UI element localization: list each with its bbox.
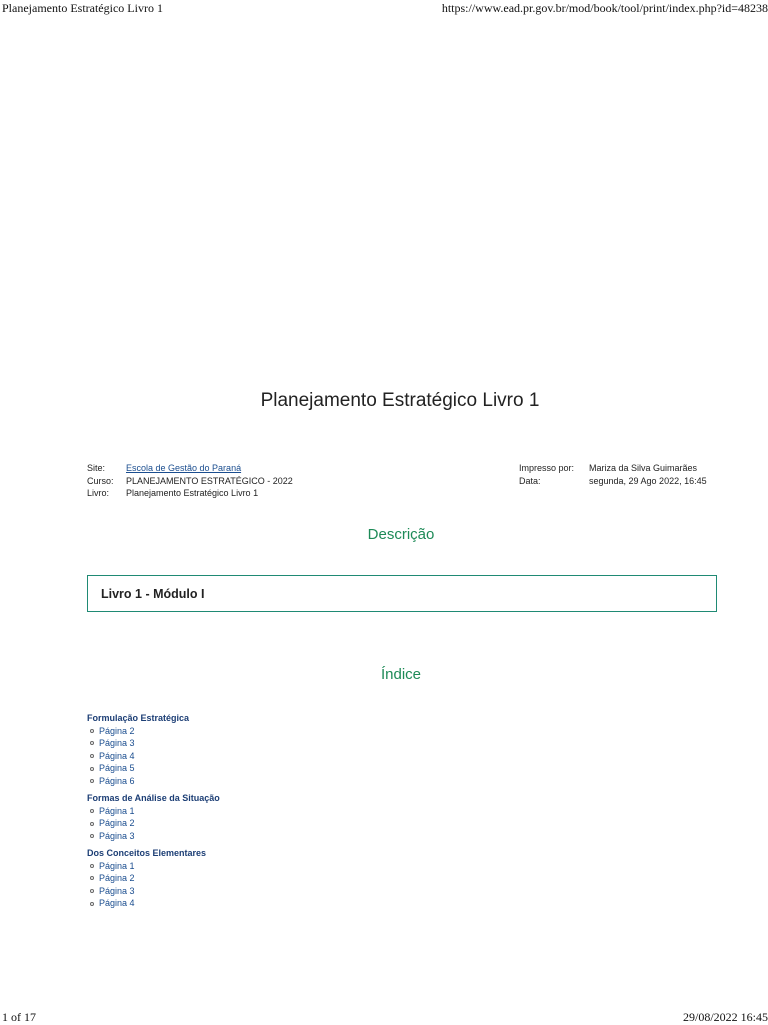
printed-by-value: Mariza da Silva Guimarães xyxy=(589,463,698,473)
toc-page-link[interactable] xyxy=(90,817,220,830)
circle-bullet-icon xyxy=(90,876,94,880)
description-heading: Descrição xyxy=(367,526,435,543)
circle-bullet-icon xyxy=(90,779,94,783)
toc-page-link[interactable] xyxy=(90,750,220,763)
toc-page-link[interactable] xyxy=(90,885,220,898)
site-label: Site: xyxy=(87,463,106,473)
date-label: Data: xyxy=(519,475,541,486)
toc-page-label: Página 3 xyxy=(99,830,135,841)
toc-chapter-formulacao-estrategica[interactable]: Formulação Estratégica xyxy=(87,713,190,723)
circle-bullet-icon xyxy=(90,767,94,771)
description-box xyxy=(87,575,717,612)
toc-page-label: Página 3 xyxy=(99,738,135,749)
course-value: PLANEJAMENTO ESTRATÉGICO - 2022 xyxy=(126,475,293,486)
description-text: Livro 1 - Módulo I xyxy=(101,587,205,601)
circle-bullet-icon xyxy=(90,834,94,838)
toc-page-link[interactable] xyxy=(90,762,220,775)
book-title: Planejamento Estratégico Livro 1 xyxy=(260,390,540,411)
toc-page-label: Página 4 xyxy=(99,750,135,761)
book-row xyxy=(87,487,293,500)
toc-page-link[interactable] xyxy=(90,872,220,885)
page-count: 1 of 17 xyxy=(2,1010,36,1024)
toc-page-label: Página 3 xyxy=(99,885,135,896)
toc-page-label: Página 2 xyxy=(99,725,135,736)
site-row xyxy=(87,462,293,475)
print-header xyxy=(0,0,768,16)
toc-chapter-pages xyxy=(87,860,220,910)
circle-bullet-icon xyxy=(90,729,94,733)
printed-by-row xyxy=(519,462,707,475)
circle-bullet-icon xyxy=(90,809,94,813)
toc-page-link[interactable] xyxy=(90,737,220,750)
course-label: Curso: xyxy=(87,475,114,486)
site-link[interactable]: Escola de Gestão do Paraná xyxy=(126,463,242,473)
circle-bullet-icon xyxy=(90,754,94,758)
toc-page-link[interactable] xyxy=(90,897,220,910)
toc-page-link[interactable] xyxy=(90,725,220,738)
circle-bullet-icon xyxy=(90,889,94,893)
index-heading: Índice xyxy=(380,666,422,683)
toc-page-label: Página 4 xyxy=(99,898,135,909)
book-info-right xyxy=(519,462,707,487)
book-info-left xyxy=(87,462,293,500)
book-value: Planejamento Estratégico Livro 1 xyxy=(126,488,259,498)
toc-page-label: Página 2 xyxy=(99,873,135,884)
toc-page-label: Página 1 xyxy=(99,805,135,816)
toc-page-link[interactable] xyxy=(90,775,220,788)
print-timestamp: 29/08/2022 16:45 xyxy=(682,1010,768,1024)
print-footer xyxy=(0,1009,768,1025)
circle-bullet-icon xyxy=(90,822,94,826)
print-header-title: Planejamento Estratégico Livro 1 xyxy=(2,1,163,15)
print-header-url: https://www.ead.pr.gov.br/mod/book/tool/print/index.php?id=48238 xyxy=(441,1,768,15)
date-value: segunda, 29 Ago 2022, 16:45 xyxy=(589,475,707,486)
toc-page-label: Página 1 xyxy=(99,860,135,871)
book-label: Livro: xyxy=(87,488,110,498)
toc-chapter-pages xyxy=(87,725,220,788)
printed-by-label: Impresso por: xyxy=(519,463,575,473)
toc-page-label: Página 6 xyxy=(99,775,135,786)
toc-page-link[interactable] xyxy=(90,860,220,873)
circle-bullet-icon xyxy=(90,741,94,745)
course-row xyxy=(87,475,293,488)
toc-chapter-pages xyxy=(87,805,220,843)
toc-chapter-formas-de-analise[interactable]: Formas de Análise da Situação xyxy=(87,793,220,804)
toc-page-label: Página 5 xyxy=(99,763,135,774)
circle-bullet-icon xyxy=(90,902,94,906)
date-row xyxy=(519,475,707,488)
table-of-contents xyxy=(87,712,220,914)
circle-bullet-icon xyxy=(90,864,94,868)
toc-page-link[interactable] xyxy=(90,805,220,818)
toc-page-label: Página 2 xyxy=(99,818,135,829)
toc-chapter-dos-conceitos-elementares[interactable]: Dos Conceitos Elementares xyxy=(87,847,207,858)
toc-page-link[interactable] xyxy=(90,830,220,843)
